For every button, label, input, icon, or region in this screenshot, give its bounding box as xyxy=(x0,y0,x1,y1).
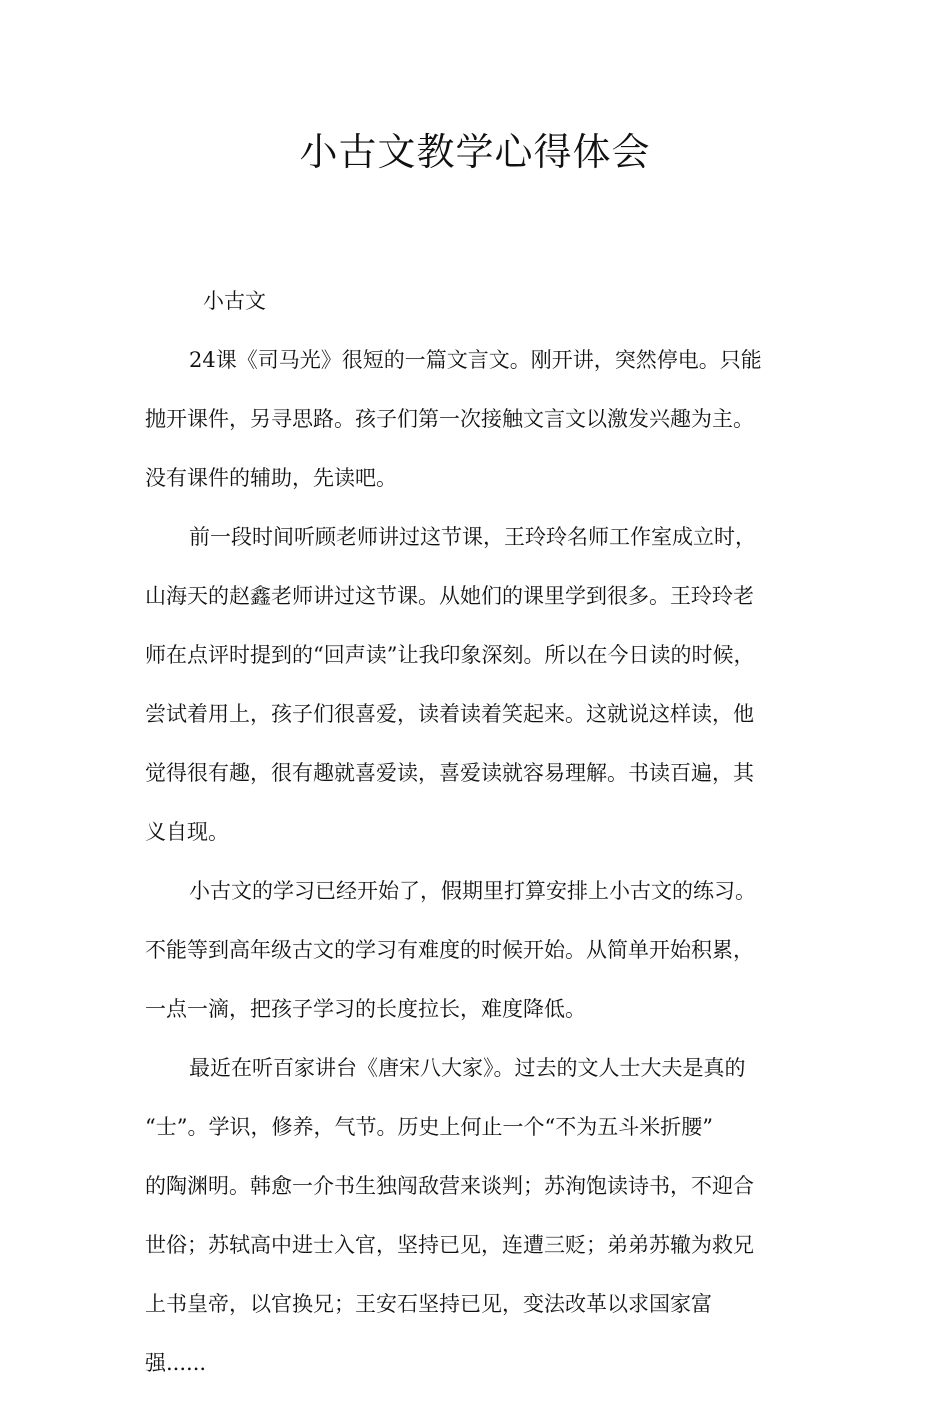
paragraph-line: “士”。学识，修养，气节。历史上何止一个“不为五斗米折腰” xyxy=(145,1115,713,1139)
paragraph-line: 不能等到高年级古文的学习有难度的时候开始。从简单开始积累， xyxy=(145,938,754,962)
paragraph-line: 前一段时间听顾老师讲过这节课，王玲玲名师工作室成立时， xyxy=(189,525,756,549)
paragraph-3 xyxy=(145,873,815,1028)
paragraph-line: 一点一滴，把孩子学习的长度拉长，难度降低。 xyxy=(145,997,586,1021)
paragraph-line: 义自现。 xyxy=(145,820,229,844)
paragraph-line: 强...... xyxy=(145,1351,207,1375)
paragraph-line: 尝试着用上，孩子们很喜爱，读着读着笑起来。这就说这样读，他 xyxy=(145,702,754,726)
paragraph-line: 的陶渊明。韩愈一介书生独闯敌营来谈判；苏洵饱读诗书，不迎合 xyxy=(145,1174,754,1198)
paragraph-1 xyxy=(145,342,815,497)
paragraph-line: 师在点评时提到的“回声读”让我印象深刻。所以在今日读的时候， xyxy=(145,643,755,667)
paragraph-line: 抛开课件，另寻思路。孩子们第一次接触文言文以激发兴趣为主。 xyxy=(145,407,754,431)
section-heading: 小古文 xyxy=(203,289,266,313)
document-title: 小古文教学心得体会 xyxy=(299,130,651,174)
paragraph-line: 没有课件的辅助，先读吧。 xyxy=(145,466,397,490)
document-body xyxy=(145,283,815,1404)
paragraph-line: 上书皇帝，以官换兄；王安石坚持已见，变法改革以求国家富 xyxy=(145,1292,712,1316)
paragraph-4 xyxy=(145,1050,815,1382)
paragraph-line: 最近在听百家讲台《唐宋八大家》。过去的文人士大夫是真的 xyxy=(189,1056,746,1080)
paragraph-line: 山海天的赵鑫老师讲过这节课。从她们的课里学到很多。王玲玲老 xyxy=(145,584,754,608)
paragraph-2 xyxy=(145,519,815,851)
paragraph-line: 小古文的学习已经开始了，假期里打算安排上小古文的练习。 xyxy=(189,879,756,903)
paragraph-line: 世俗；苏轼高中进士入官，坚持已见，连遭三贬；弟弟苏辙为救兄 xyxy=(145,1233,754,1257)
paragraph-line: 24课《司马光》很短的一篇文言文。刚开讲，突然停电。只能 xyxy=(189,348,762,372)
paragraph-line: 觉得很有趣，很有趣就喜爱读，喜爱读就容易理解。书读百遍，其 xyxy=(145,761,754,785)
